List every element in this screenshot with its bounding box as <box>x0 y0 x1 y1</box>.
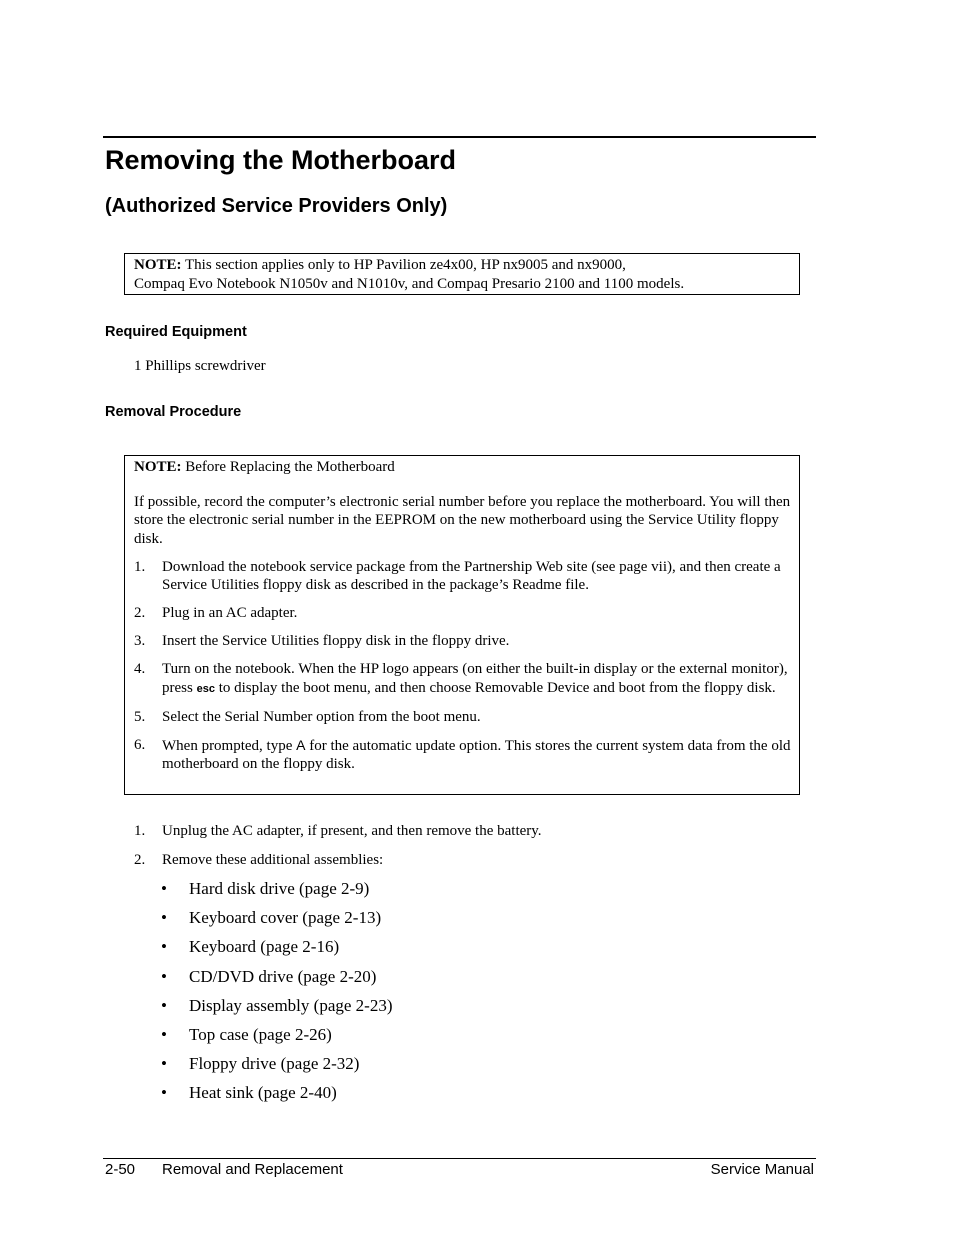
bullet-icon: • <box>161 1024 167 1044</box>
list-item-text: Insert the Service Utilities floppy disk in the floppy drive. <box>162 633 510 649</box>
list-item-text: Select the Serial Number option from the boot menu. <box>162 708 481 725</box>
list-item-text <box>162 660 791 698</box>
list-item-text-post: for the automatic update option. This stores the current system data from the old motherboard on the floppy disk. <box>162 737 791 772</box>
list-item <box>134 708 791 727</box>
list-item-number: 2. <box>134 605 146 621</box>
list-item-text: Plug in an AC adapter. <box>162 605 298 621</box>
list-item <box>134 736 791 774</box>
bullet-icon: • <box>161 1083 167 1103</box>
assembly-link: Hard disk drive (page 2-9) <box>189 879 370 898</box>
list-item-number: 5. <box>134 708 146 725</box>
list-item <box>161 936 392 965</box>
list-item-number: 4. <box>134 661 146 677</box>
assembly-link: Floppy drive (page 2-32) <box>189 1054 360 1074</box>
removal-procedure-heading: Removal Procedure <box>105 404 242 420</box>
assembly-link: Heat sink (page 2-40) <box>189 1083 337 1103</box>
list-item <box>161 966 392 995</box>
assemblies-list <box>161 878 392 1112</box>
list-item <box>161 1082 392 1111</box>
bullet-icon: • <box>161 1054 167 1074</box>
list-item-number: 1. <box>134 558 146 575</box>
list-item <box>134 558 791 595</box>
bullet-icon: • <box>161 879 167 898</box>
list-item-number: 6. <box>134 736 146 753</box>
list-item-text: Download the notebook service package from the Partnership Web site (see page vii), and then create a Service Utilities floppy disk as described in the package’s Readme file. <box>162 558 781 593</box>
list-item <box>161 1024 392 1053</box>
note-text-line-1: This section applies only to HP Pavilion ze4x00, HP nx9005 and nx9000, <box>181 257 626 273</box>
list-item <box>134 632 791 651</box>
list-item <box>134 660 791 698</box>
list-item <box>134 604 791 623</box>
footer-manual-title: Service Manual <box>710 1161 814 1178</box>
assembly-link: CD/DVD drive (page 2-20) <box>189 966 377 986</box>
footer-rule <box>103 1158 816 1159</box>
procedure-step <box>134 851 542 880</box>
list-item-number: 3. <box>134 633 146 649</box>
bullet-icon: • <box>161 937 167 957</box>
list-item <box>161 878 392 907</box>
assembly-link: Display assembly (page 2-23) <box>189 995 393 1015</box>
footer-section-title: Removal and Replacement <box>162 1161 343 1178</box>
assembly-link: Keyboard cover (page 2-13) <box>189 908 382 928</box>
serial-number-note <box>124 455 800 795</box>
assembly-link: Keyboard (page 2-16) <box>189 937 340 957</box>
note-label: NOTE: <box>134 459 182 475</box>
required-equipment-item: 1 Phillips screwdriver <box>134 358 266 374</box>
page-title: Removing the Motherboard <box>105 145 457 175</box>
list-item <box>161 995 392 1024</box>
list-item <box>161 907 392 936</box>
step-text: Unplug the AC adapter, if present, and then remove the battery. <box>162 823 542 839</box>
page-subtitle: (Authorized Service Providers Only) <box>105 195 448 217</box>
required-equipment-heading: Required Equipment <box>105 324 247 340</box>
step-number: 1. <box>134 823 146 839</box>
esc-key-label: esc <box>196 682 215 695</box>
note-steps-list <box>134 558 791 774</box>
assembly-link: Top case (page 2-26) <box>189 1024 332 1044</box>
bullet-icon: • <box>161 995 167 1015</box>
step-text: Remove these additional assemblies: <box>162 852 384 868</box>
bullet-icon: • <box>161 908 167 928</box>
bullet-icon: • <box>161 966 167 986</box>
list-item-text-post: to display the boot menu, and then choose Removable Device and boot from the floppy disk. <box>214 679 776 696</box>
list-item <box>161 1053 392 1082</box>
applicability-note <box>124 253 800 295</box>
note-heading: Before Replacing the Motherboard <box>181 459 395 475</box>
list-item-text-pre: Turn on the notebook. When the HP logo appears (on either the built-in display or the external monitor), press <box>162 661 788 696</box>
note-text-line-2: Compaq Evo Notebook N1050v and N1010v, and Compaq Presario 2100 and 1100 models. <box>134 275 685 292</box>
list-item-text-pre: When prompted, type <box>162 737 297 754</box>
note-label: NOTE: <box>134 257 182 273</box>
footer-page-number: 2-50 <box>105 1161 136 1178</box>
step-number: 2. <box>134 852 146 868</box>
list-item-text <box>162 736 791 774</box>
procedure-step <box>134 822 542 851</box>
top-rule <box>103 136 816 138</box>
procedure-steps <box>134 822 542 880</box>
a-key-label: A <box>296 736 306 753</box>
note-paragraph: If possible, record the computer’s electronic serial number before you replace the motherboard. You will then store the electronic serial number in the EEPROM on the new motherboard using the Service Utility floppy disk. <box>134 493 791 547</box>
